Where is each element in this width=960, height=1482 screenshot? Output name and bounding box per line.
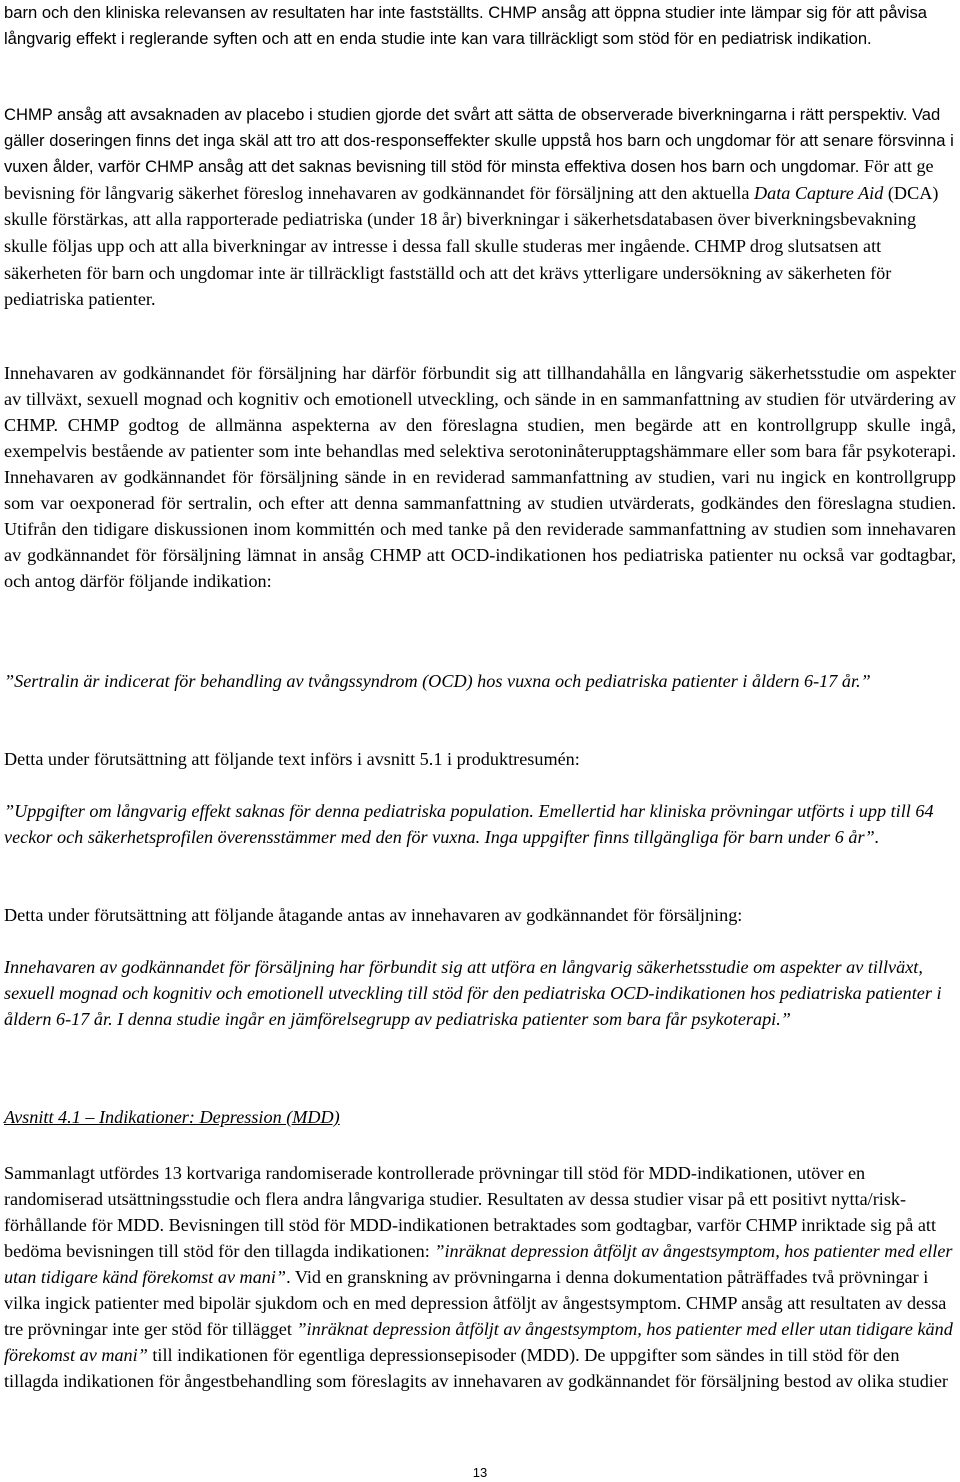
text-run: Sammanlagt utfördes 13 kortvariga randomiserade kontrollerade prövningar till stöd för MDD-indikationen, utöver en randomiserad utsättningsstudie och flera andra långvariga studier. Resultaten av dessa studier visar på ett positivt nytta/risk-förhållande för MDD. Bevisningen till stöd för MDD-indikationen betraktades som godtagbar, varför CHMP inriktade sig på att bedöma bevisningen till stöd för den tillagda indikationen:	[4, 1163, 937, 1261]
paragraph-condition-2: Detta under förutsättning att följande åtagande antas av innehavaren av godkännandet för försäljning:	[4, 905, 743, 925]
paragraph-placebo-sans: CHMP ansåg att avsaknaden av placebo i studien gjorde det svårt att sätta de observerade biverkningarna i rätt perspektiv. Vad gäller doseringen finns det inga skäl att tro att dos-responseffekter skulle uppstå hos barn och ungdomar för att senare försvinna i vuxen ålder, varför CHMP ansåg att det saknas bevisning till stöd för minsta effektiva dosen hos barn och ungdomar.	[4, 105, 954, 177]
italic-quote: ”inräknat depression åtföljt av ångestsymptom, hos patienter med eller utan tidigare känd förekomst av mani”	[4, 1319, 953, 1365]
quote-text: ”Sertralin är indicerat för behandling av tvångssyndrom (OCD) hos vuxna och pediatriska patienter i åldern 6-17 år.”	[4, 671, 871, 691]
section-heading	[4, 1104, 956, 1130]
paragraph-mdd	[4, 1160, 956, 1394]
italic-quote: ”inräknat depression åtföljt av ångestsymptom, hos patienter med eller utan tidigare känd förekomst av mani”	[4, 1241, 953, 1287]
paragraph-placebo-serif	[4, 156, 938, 309]
text-run: För att ge bevisning för långvarig säkerhet föreslog innehavaren av godkännandet för försäljning att den aktuella	[4, 156, 934, 203]
paragraph-opening: barn och den kliniska relevansen av resultaten har inte fastställts. CHMP ansåg att öppna studier inte lämpar sig för att påvisa långvarig effekt i reglerande syften och att en enda studie inte kan vara tillräckligt som stöd för en pediatrisk indikation.	[4, 3, 927, 48]
heading-text: Avsnitt 4.1 – Indikationer: Depression (MDD)	[4, 1107, 340, 1127]
quote-indication	[4, 668, 956, 694]
quote-commitment	[4, 954, 956, 1032]
paragraph-placebo	[4, 102, 956, 313]
italic-term: Data Capture Aid	[753, 182, 884, 203]
page-number: 13	[472, 1465, 488, 1480]
paragraph-commitment: Innehavaren av godkännandet för försäljning har därför förbundit sig att tillhandahålla en långvarig säkerhetsstudie om aspekter av tillväxt, sexuell mognad och kognitiv och emotionell utveckling, och sände in en sammanfattning av studien för utvärdering av CHMP. CHMP godtog de allmänna aspekterna av den föreslagna studien, men begärde att en kontrollgrupp skulle ingå, exempelvis bestående av patienter som inte behandlas med selektiva serotoninåterupptagshämmare eller som bara får psykoterapi. Innehavaren av godkännandet för försäljning sände in en reviderad sammanfattning av studien, vari nu ingick en kontrollgrupp som var oexponerad för sertralin, och efter att denna sammanfattning av studien utvärderats, godkändes den föreslagna studien. Utifrån den tidigare diskussionen inom kommittén och med tanke på den reviderade sammanfattning av studien som innehavaren av godkännandet för försäljning lämnat in ansåg CHMP att OCD-indikationen hos pediatriska patienter nu också var godtagbar, och antog därför följande indikation:	[4, 363, 956, 591]
paragraph-condition-1: Detta under förutsättning att följande text införs i avsnitt 5.1 i produktresumén:	[4, 749, 580, 769]
text-run: (DCA) skulle förstärkas, att alla rapporterade pediatriska (under 18 år) biverkningar i säkerhetsdatabasen över biverkningsbevakning skulle följas upp och att alla biverkningar av intresse i dessa fall skulle studeras mer ingående. CHMP drog slutsatsen att säkerheten för barn och ungdomar inte är tillräckligt fastställd och att det krävs ytterligare undersökning av säkerheten för pediatriska patienter.	[4, 182, 939, 310]
quote-text: Innehavaren av godkännandet för försäljning har förbundit sig att utföra en långvarig säkerhetsstudie om aspekter av tillväxt, sexuell mognad och kognitiv och emotionell utveckling till stöd för den pediatriska OCD-indikationen hos pediatriska patienter i åldern 6-17 år. I denna studie ingår en jämförelsegrupp av pediatriska patienter som bara får psykoterapi.”	[4, 957, 942, 1029]
text-run: . Vid en granskning av prövningarna i denna dokumentation påträffades två prövningar i vilka ingick patienter med bipolär sjukdom och en med depression åtföljt av ångestsymptom. CHMP ansåg att resultaten av dessa tre prövningar inte ger stöd för tillägget	[4, 1267, 947, 1339]
text-run: till indikationen för egentliga depressionsepisoder (MDD). De uppgifter som sändes in till stöd för den tillagda indikationen för ångestbehandling som föreslagits av innehavaren av godkännandet för försäljning bestod av olika studier	[4, 1345, 948, 1391]
quote-section-5-1	[4, 798, 956, 850]
quote-text: ”Uppgifter om långvarig effekt saknas för denna pediatriska population. Emellertid har kliniska prövningar utförts i upp till 64 veckor och säkerhetsprofilen överensstämmer med den för vuxna. Inga uppgifter finns tillgängliga för barn under 6 år”.	[4, 801, 934, 847]
